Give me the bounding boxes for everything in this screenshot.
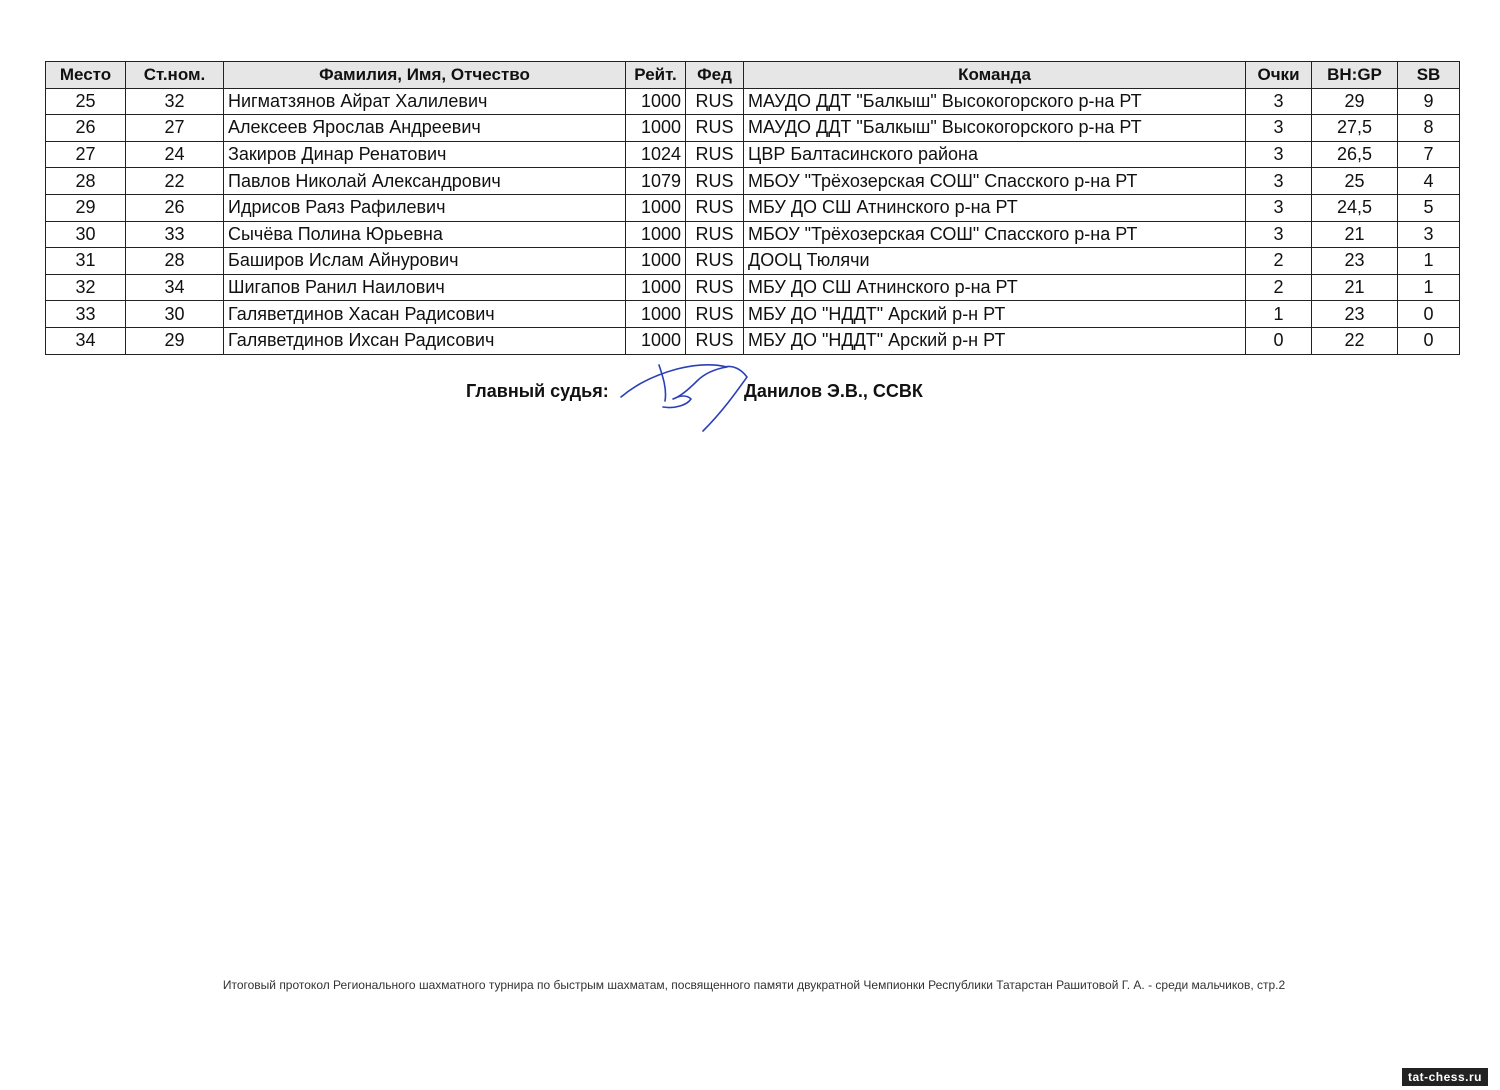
cell-start-number: 22 <box>126 168 224 195</box>
table-row <box>46 248 1460 275</box>
cell-points: 3 <box>1246 141 1312 168</box>
cell-full-name: Закиров Динар Ренатович <box>224 141 626 168</box>
cell-start-number: 29 <box>126 327 224 354</box>
signature-icon <box>615 355 755 435</box>
cell-start-number: 28 <box>126 248 224 275</box>
cell-federation: RUS <box>686 115 744 142</box>
cell-start-number: 33 <box>126 221 224 248</box>
cell-federation: RUS <box>686 274 744 301</box>
table-row <box>46 194 1460 221</box>
header-place: Место <box>46 62 126 89</box>
header-full-name: Фамилия, Имя, Отчество <box>224 62 626 89</box>
cell-team: МБОУ "Трёхозерская СОШ" Спасского р-на РТ <box>744 221 1246 248</box>
cell-team: МБУ ДО "НДДТ" Арский р-н РТ <box>744 301 1246 328</box>
cell-buchholz: 23 <box>1312 301 1398 328</box>
cell-team: МАУДО ДДТ "Балкыш" Высокогорского р-на РТ <box>744 115 1246 142</box>
cell-sb: 8 <box>1398 115 1460 142</box>
cell-place: 30 <box>46 221 126 248</box>
cell-start-number: 34 <box>126 274 224 301</box>
cell-sb: 9 <box>1398 88 1460 115</box>
cell-full-name: Алексеев Ярослав Андреевич <box>224 115 626 142</box>
cell-full-name: Галяветдинов Ихсан Радисович <box>224 327 626 354</box>
cell-rating: 1000 <box>626 115 686 142</box>
cell-sb: 4 <box>1398 168 1460 195</box>
cell-team: МБУ ДО СШ Атнинского р-на РТ <box>744 194 1246 221</box>
cell-place: 32 <box>46 274 126 301</box>
table-row <box>46 274 1460 301</box>
cell-place: 29 <box>46 194 126 221</box>
judge-name: Данилов Э.В., ССВК <box>744 381 923 401</box>
cell-sb: 1 <box>1398 248 1460 275</box>
cell-buchholz: 29 <box>1312 88 1398 115</box>
cell-rating: 1000 <box>626 88 686 115</box>
cell-team: ЦВР Балтасинского района <box>744 141 1246 168</box>
cell-rating: 1000 <box>626 221 686 248</box>
cell-federation: RUS <box>686 168 744 195</box>
cell-full-name: Павлов Николай Александрович <box>224 168 626 195</box>
cell-rating: 1079 <box>626 168 686 195</box>
cell-place: 26 <box>46 115 126 142</box>
table-row <box>46 115 1460 142</box>
table-row <box>46 301 1460 328</box>
cell-start-number: 27 <box>126 115 224 142</box>
cell-team: МБОУ "Трёхозерская СОШ" Спасского р-на РТ <box>744 168 1246 195</box>
cell-team: ДООЦ Тюлячи <box>744 248 1246 275</box>
header-rating: Рейт. <box>626 62 686 89</box>
cell-buchholz: 25 <box>1312 168 1398 195</box>
cell-points: 2 <box>1246 248 1312 275</box>
cell-sb: 3 <box>1398 221 1460 248</box>
cell-buchholz: 23 <box>1312 248 1398 275</box>
cell-points: 3 <box>1246 168 1312 195</box>
cell-federation: RUS <box>686 301 744 328</box>
cell-full-name: Нигматзянов Айрат Халилевич <box>224 88 626 115</box>
cell-place: 27 <box>46 141 126 168</box>
cell-buchholz: 22 <box>1312 327 1398 354</box>
cell-team: МБУ ДО СШ Атнинского р-на РТ <box>744 274 1246 301</box>
cell-federation: RUS <box>686 141 744 168</box>
cell-full-name: Галяветдинов Хасан Радисович <box>224 301 626 328</box>
cell-federation: RUS <box>686 248 744 275</box>
cell-place: 31 <box>46 248 126 275</box>
table-row <box>46 168 1460 195</box>
cell-federation: RUS <box>686 194 744 221</box>
header-start-number: Ст.ном. <box>126 62 224 89</box>
cell-rating: 1000 <box>626 301 686 328</box>
cell-buchholz: 21 <box>1312 221 1398 248</box>
cell-rating: 1000 <box>626 327 686 354</box>
cell-buchholz: 27,5 <box>1312 115 1398 142</box>
table-row <box>46 221 1460 248</box>
cell-place: 34 <box>46 327 126 354</box>
header-federation: Фед <box>686 62 744 89</box>
cell-buchholz: 24,5 <box>1312 194 1398 221</box>
judge-label: Главный судья: <box>466 381 609 401</box>
cell-team: МАУДО ДДТ "Балкыш" Высокогорского р-на РТ <box>744 88 1246 115</box>
cell-full-name: Сычёва Полина Юрьевна <box>224 221 626 248</box>
table-header-row <box>46 62 1460 89</box>
cell-rating: 1000 <box>626 248 686 275</box>
header-buchholz: BH:GP <box>1312 62 1398 89</box>
cell-points: 3 <box>1246 115 1312 142</box>
cell-points: 0 <box>1246 327 1312 354</box>
cell-start-number: 24 <box>126 141 224 168</box>
cell-start-number: 32 <box>126 88 224 115</box>
cell-full-name: Шигапов Ранил Наилович <box>224 274 626 301</box>
cell-place: 25 <box>46 88 126 115</box>
cell-start-number: 26 <box>126 194 224 221</box>
cell-buchholz: 26,5 <box>1312 141 1398 168</box>
cell-federation: RUS <box>686 327 744 354</box>
footer-caption: Итоговый протокол Регионального шахматного турнира по быстрым шахматам, посвященного памяти двукратной Чемпионки Республики Татарстан Рашитовой Г. А. - среди мальчиков, стр.2 <box>222 978 1286 992</box>
cell-federation: RUS <box>686 221 744 248</box>
header-team: Команда <box>744 62 1246 89</box>
cell-rating: 1024 <box>626 141 686 168</box>
cell-points: 2 <box>1246 274 1312 301</box>
watermark-label: tat-chess.ru <box>1402 1068 1488 1086</box>
cell-place: 33 <box>46 301 126 328</box>
cell-rating: 1000 <box>626 274 686 301</box>
table-row <box>46 327 1460 354</box>
header-points: Очки <box>1246 62 1312 89</box>
cell-points: 3 <box>1246 221 1312 248</box>
cell-place: 28 <box>46 168 126 195</box>
cell-team: МБУ ДО "НДДТ" Арский р-н РТ <box>744 327 1246 354</box>
cell-federation: RUS <box>686 88 744 115</box>
cell-sb: 7 <box>1398 141 1460 168</box>
cell-full-name: Баширов Ислам Айнурович <box>224 248 626 275</box>
cell-sb: 1 <box>1398 274 1460 301</box>
cell-points: 3 <box>1246 194 1312 221</box>
cell-points: 1 <box>1246 301 1312 328</box>
cell-points: 3 <box>1246 88 1312 115</box>
cell-full-name: Идрисов Раяз Рафилевич <box>224 194 626 221</box>
results-table <box>45 61 1460 355</box>
cell-start-number: 30 <box>126 301 224 328</box>
cell-sb: 5 <box>1398 194 1460 221</box>
header-sb: SB <box>1398 62 1460 89</box>
table-row <box>46 141 1460 168</box>
cell-buchholz: 21 <box>1312 274 1398 301</box>
cell-sb: 0 <box>1398 301 1460 328</box>
table-body <box>46 88 1460 354</box>
cell-sb: 0 <box>1398 327 1460 354</box>
cell-rating: 1000 <box>626 194 686 221</box>
table-row <box>46 88 1460 115</box>
